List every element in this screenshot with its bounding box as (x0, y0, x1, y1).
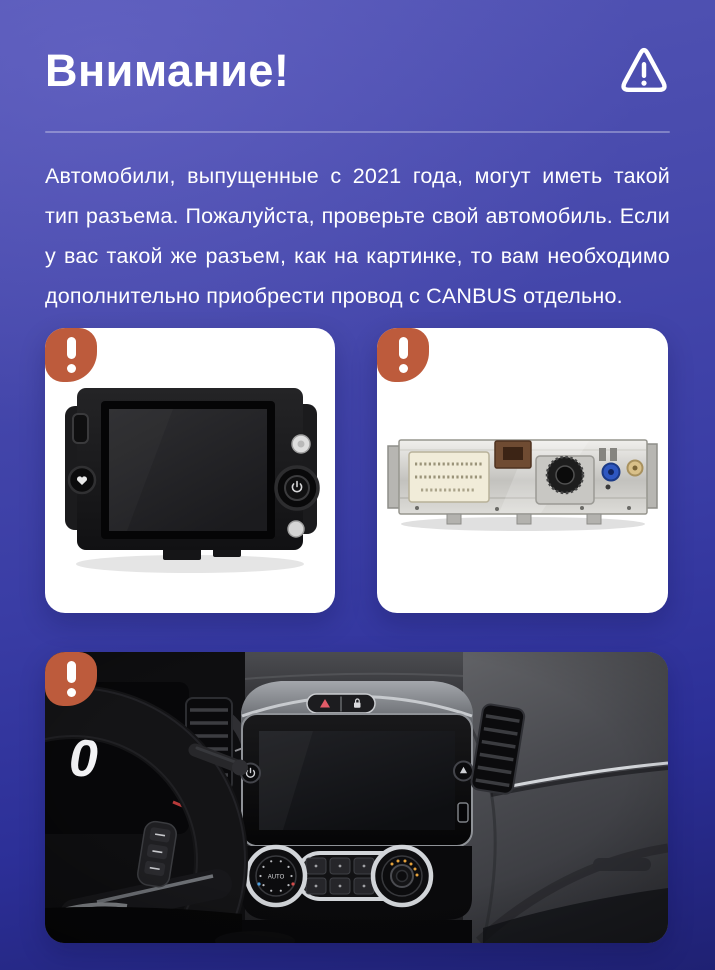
power-knob (276, 467, 318, 509)
card-head-unit-rear (377, 328, 668, 613)
intro-text: Автомобили, выпущенные с 2021 года, могут иметь такой тип разъема. Пожалуйста, проверьте свой автомобиль. Если у вас такой же разъем, как на картинке, то вам необходимо дополнительно приобрести провод с CANBUS отдельно. (45, 163, 670, 308)
warning-triangle-icon (618, 43, 670, 99)
heart-button (69, 467, 95, 493)
dashboard-image (45, 652, 668, 943)
antenna-connector (628, 460, 643, 475)
card-head-unit-front (45, 328, 335, 613)
header (45, 42, 670, 100)
card-dashboard (45, 652, 668, 943)
divider (45, 131, 670, 133)
camera-knob (547, 457, 583, 493)
wiring-connector (409, 452, 489, 502)
page-title: Внимание! (45, 45, 290, 97)
cards-row (45, 328, 670, 613)
blue-connector (603, 463, 620, 480)
